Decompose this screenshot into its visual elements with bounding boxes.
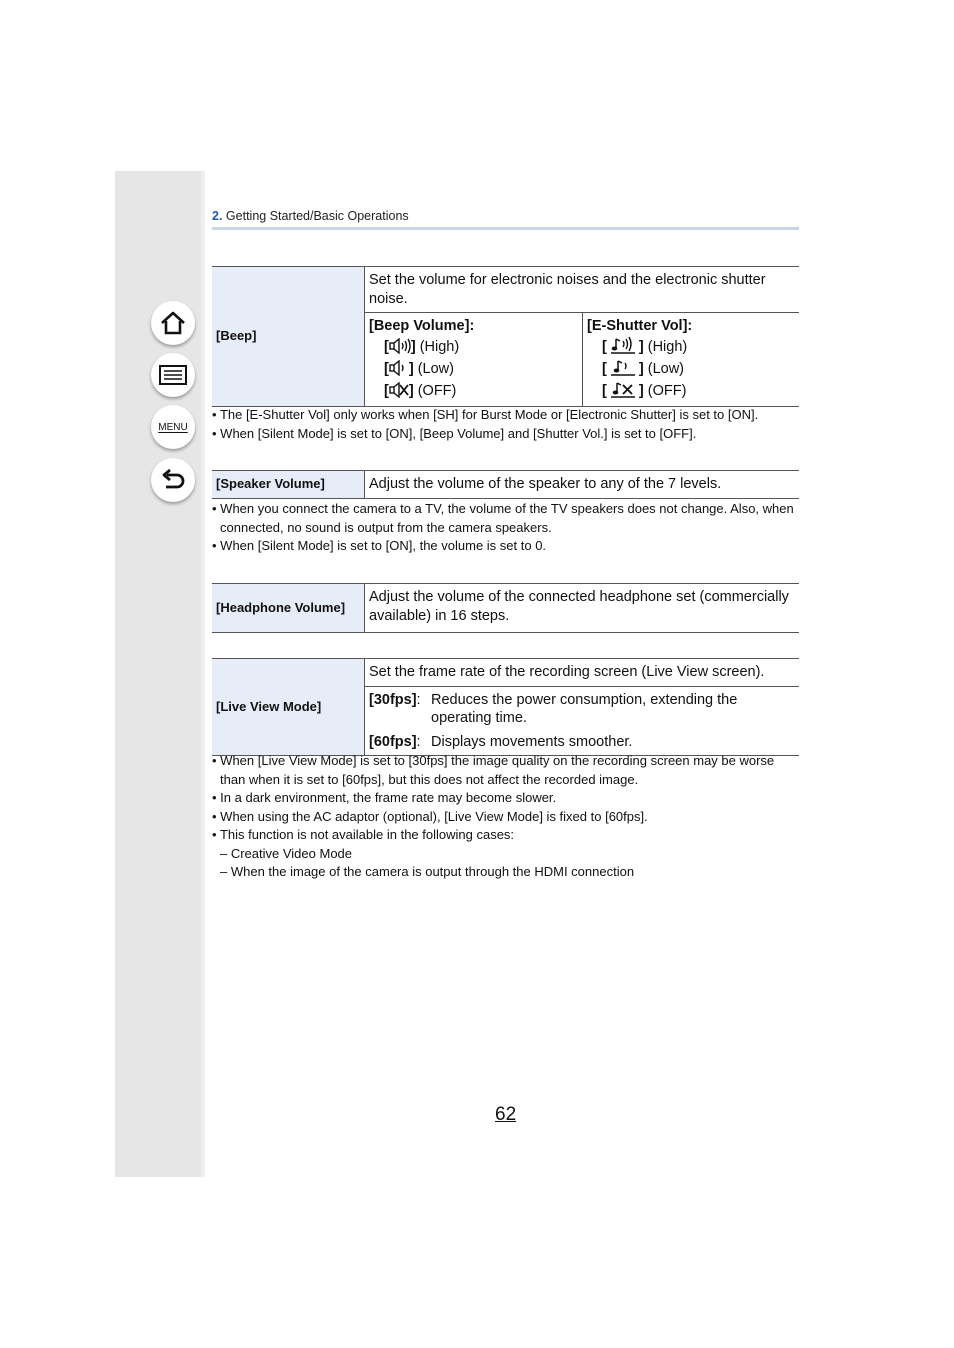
note-text: When you connect the camera to a TV, the volume of the TV speakers does not change. Also, when connected, no sound is output from the camera speakers. <box>220 501 794 535</box>
note-item: • In a dark environment, the frame rate may become slower. <box>212 790 557 805</box>
beep-volume-high: [ ] (High) <box>384 338 460 355</box>
beep-high-icon <box>389 338 411 354</box>
menu-button[interactable] <box>151 405 195 449</box>
home-icon <box>159 309 187 337</box>
eshutter-low: [ ] (Low) <box>602 358 795 380</box>
note-text: When [Silent Mode] is set to [ON], the volume is set to 0. <box>220 538 547 553</box>
note-item: • When [Live View Mode] is set to [30fps] the image quality on the recording screen may be worse than when it is set to [60fps], but this does not affect the recorded image. <box>212 753 775 787</box>
option-label: [60fps] <box>369 733 417 750</box>
eshutter-high-icon <box>611 336 635 354</box>
chapter-number: 2. <box>212 209 223 223</box>
beep-volume-cell <box>365 313 583 407</box>
beep-volume-low-label: (Low) <box>417 360 454 377</box>
beep-volume-low: [ ] (Low) <box>384 360 454 377</box>
note-text: This function is not available in the following cases: <box>219 827 515 842</box>
note-text: The [E-Shutter Vol] only works when [SH] for Burst Mode or [Electronic Shutter] is set to [ON]. <box>219 407 759 422</box>
breadcrumb-rule <box>212 227 799 230</box>
menu-label: MENU <box>158 421 188 433</box>
beep-key: [Beep] <box>212 267 365 407</box>
speaker-key: [Speaker Volume] <box>212 471 365 499</box>
speaker-notes <box>212 500 802 556</box>
liveview-desc: Set the frame rate of the recording screen (Live View screen). <box>365 659 800 687</box>
beep-volume-off-label: (OFF) <box>417 382 457 399</box>
note-item: • The [E-Shutter Vol] only works when [SH] for Burst Mode or [Electronic Shutter] is set to [ON]. <box>212 407 759 422</box>
eshutter-off-label: (OFF) <box>647 382 687 399</box>
beep-off-icon <box>389 382 409 398</box>
eshutter-low-label: (Low) <box>647 360 685 377</box>
liveview-key: [Live View Mode] <box>212 659 365 756</box>
eshutter-heading: [E-Shutter Vol]: <box>587 318 693 334</box>
note-item: • When you connect the camera to a TV, the volume of the TV speakers does not change. Also, when connected, no sound is output from the camera speakers. <box>212 501 794 535</box>
eshutter-low-icon <box>611 358 635 376</box>
option-text: Reduces the power consumption, extending the operating time. <box>431 691 738 726</box>
headphone-key: [Headphone Volume] <box>212 584 365 633</box>
option-30fps: [30fps]: Reduces the power consumption, extending the operating time. <box>369 691 795 728</box>
liveview-notes <box>212 752 802 882</box>
speaker-table <box>212 470 799 499</box>
eshutter-cell <box>583 313 800 407</box>
beep-notes <box>212 406 802 443</box>
speaker-desc: Adjust the volume of the speaker to any of the 7 levels. <box>365 471 800 499</box>
sidebar-edge <box>201 171 205 1177</box>
eshutter-off-icon <box>611 380 635 398</box>
eshutter-off: [ ] (OFF) <box>602 380 795 402</box>
note-text: When [Live View Mode] is set to [30fps] the image quality on the recording screen may be worse than when it is set to [60fps], but this does not affect the recorded image. <box>220 753 775 787</box>
list-icon <box>158 363 188 387</box>
note-item: • When using the AC adaptor (optional), [Live View Mode] is fixed to [60fps]. <box>212 808 648 824</box>
back-arrow-icon <box>159 466 187 494</box>
case-text: Creative Video Mode <box>230 845 353 861</box>
liveview-table <box>212 658 799 756</box>
note-item: • When [Silent Mode] is set to [ON], the volume is set to 0. <box>212 538 547 553</box>
chapter-title: Getting Started/Basic Operations <box>225 209 409 223</box>
case-item: – When the image of the camera is output through the HDMI connection <box>220 864 635 879</box>
beep-low-icon <box>389 360 409 376</box>
option-text: Displays movements smoother. <box>431 733 633 750</box>
beep-volume-high-label: (High) <box>419 338 460 355</box>
liveview-options <box>365 686 800 756</box>
back-button[interactable] <box>151 458 195 502</box>
page-number: 62 <box>495 1104 517 1125</box>
contents-button[interactable] <box>151 353 195 397</box>
note-text: When using the AC adaptor (optional), [Live View Mode] is fixed to [60fps]. <box>220 808 648 824</box>
headphone-table <box>212 583 799 633</box>
beep-desc: Set the volume for electronic noises and the electronic shutter noise. <box>365 267 800 313</box>
option-label: [30fps] <box>369 691 417 708</box>
home-button[interactable] <box>151 301 195 345</box>
eshutter-high: [ ] (High) <box>602 336 795 358</box>
beep-volume-heading: [Beep Volume]: <box>369 318 475 334</box>
option-60fps: [60fps]: Displays movements smoother. <box>369 733 633 750</box>
beep-volume-off: [ ] (OFF) <box>384 382 457 399</box>
case-item: – Creative Video Mode <box>220 845 353 861</box>
case-text: When the image of the camera is output through the HDMI connection <box>230 864 635 879</box>
headphone-desc: Adjust the volume of the connected headphone set (commercially available) in 16 steps. <box>365 584 800 633</box>
breadcrumb <box>212 209 409 223</box>
beep-table <box>212 266 799 407</box>
note-item: • When [Silent Mode] is set to [ON], [Beep Volume] and [Shutter Vol.] is set to [OFF]. <box>212 425 697 441</box>
note-text: When [Silent Mode] is set to [ON], [Beep Volume] and [Shutter Vol.] is set to [OFF]. <box>220 425 697 441</box>
eshutter-high-label: (High) <box>647 338 688 355</box>
note-text: In a dark environment, the frame rate may become slower. <box>220 790 557 805</box>
note-item: • This function is not available in the following cases: <box>212 827 515 842</box>
